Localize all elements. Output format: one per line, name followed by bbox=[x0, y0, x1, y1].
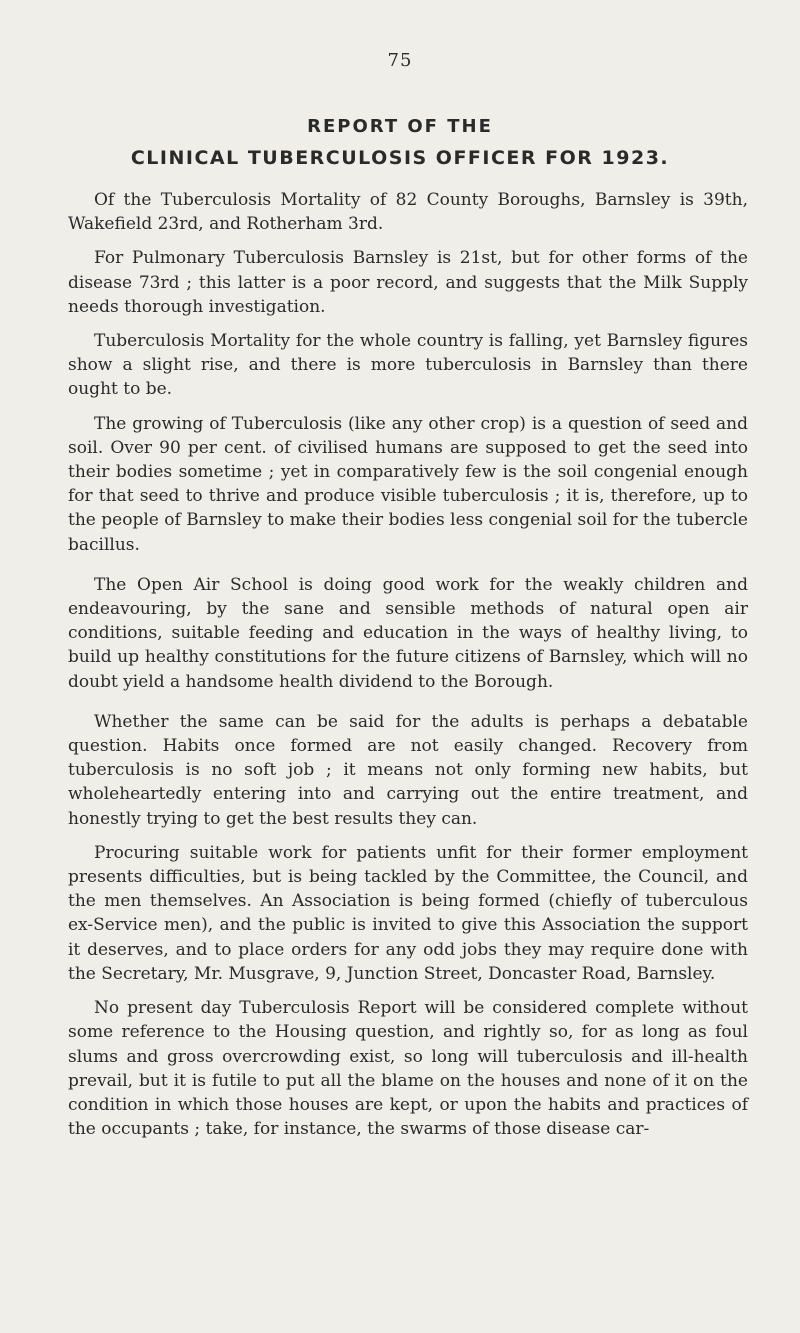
paragraph-mortality-ranking: Of the Tuberculosis Mortality of 82 County Boroughs, Barnsley is 39th, Wakefield 23rd, and Rotherham 3rd. bbox=[68, 190, 748, 235]
paragraph-employment: Procuring suitable work for patients unfit for their former employment presents difficulties, but is being tackled by the Committee, the Council, and the men themselves. An Association is being formed (chiefly of tuberculous ex-Service men), and the public is invited to give this Association the support it deserves, and to place orders for any odd jobs they may require done with the Secretary, Mr. Musgrave, 9, Junction Street, Doncaster Road, Barnsley. bbox=[68, 842, 748, 984]
report-body bbox=[68, 188, 748, 1151]
report-heading: REPORT OF THE bbox=[307, 116, 493, 137]
paragraph-open-air-school: The Open Air School is doing good work for the weakly children and endeavouring, by the sane and sensible methods of natural open air conditions, suitable feeding and education in the ways of healthy living, to build up healthy constitutions for the future citizens of Barnsley, which will no doubt yield a handsome health dividend to the Borough. bbox=[68, 574, 748, 692]
report-title: CLINICAL TUBERCULOSIS OFFICER FOR 1923. bbox=[130, 147, 670, 169]
paragraph-pulmonary: For Pulmonary Tuberculosis Barnsley is 21st, but for other forms of the disease 73rd ; this latter is a poor record, and suggests that the Milk Supply needs thorough investigation. bbox=[68, 248, 748, 317]
paragraph-adults: Whether the same can be said for the adults is perhaps a debatable question. Habits once formed are not easily changed. Recovery from tuberculosis is no soft job ; it means not only forming new habits, but wholeheartedly entering into and carrying out the entire treatment, and honestly trying to get the best results they can. bbox=[68, 711, 748, 829]
paragraph-housing: No present day Tuberculosis Report will be considered complete without some reference to the Housing question, and rightly so, for as long as foul slums and gross overcrowding exist, so long will tuberculosis and ill-health prevail, but it is futile to put all the blame on the houses and none of it on the condition in which those houses are kept, or upon the habits and practices of the occupants ; take, for instance, the swarms of those disease car- bbox=[68, 998, 748, 1140]
page-number: 75 bbox=[387, 50, 413, 71]
paragraph-mortality-trend: Tuberculosis Mortality for the whole country is falling, yet Barnsley figures show a slight rise, and there is more tuberculosis in Barnsley than there ought to be. bbox=[68, 331, 748, 400]
paragraph-seed-and-soil: The growing of Tuberculosis (like any other crop) is a question of seed and soil. Over 90 per cent. of civilised humans are supposed to get the seed into their bodies sometime ; yet in comparatively few is the soil congenial enough for that seed to thrive and produce visible tuberculosis ; it is, therefore, up to the people of Barnsley to make their bodies less congenial soil for the tubercle bacillus. bbox=[68, 413, 748, 555]
